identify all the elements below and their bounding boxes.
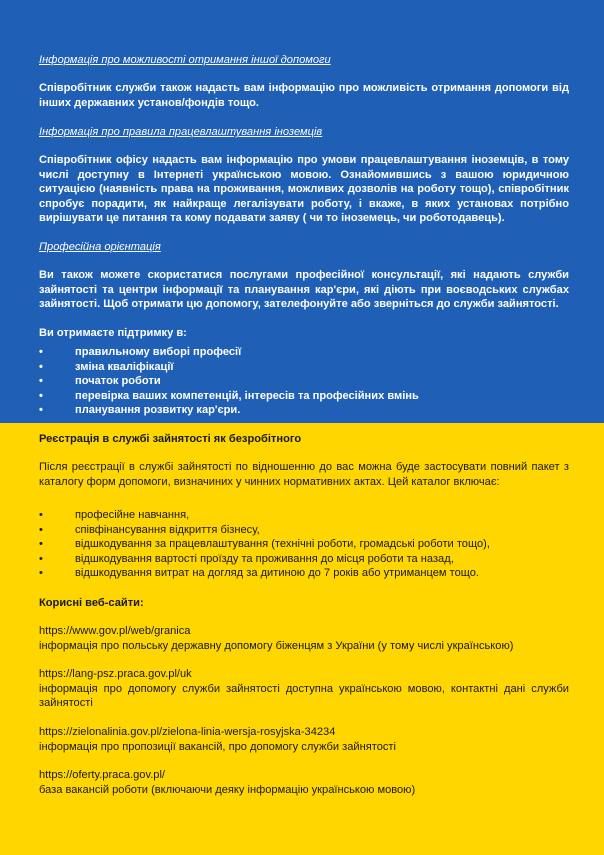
bullet-icon: • (39, 375, 43, 387)
bullet-icon: • (39, 404, 43, 416)
yellow-section (0, 423, 604, 855)
list-item: • планування розвитку кар'єри. (39, 404, 241, 416)
list-item: • зміна кваліфікації (39, 360, 174, 373)
bullet-icon: • (39, 360, 43, 373)
website-entry (39, 667, 569, 711)
registration-heading: Реєстрація в службі зайнятості як безробітного (39, 433, 302, 445)
support-list (39, 345, 569, 418)
employment-rules-text: Співробітник офісу надасть вам інформацію про умови працевлаштування іноземців, в тому числі доступну в Інтернеті українською мовою. Ознайомившись з вашою юридичною ситуацією (наявність права на проживання, можливих дозволів на роботу тощо), співробітник спробує порадити, як найкраще легалізувати роботу, і вкаже, в яких установах потрібно вирішувати це питання та кому подавати заяву ( чи то іноземець, чи роботодавець). (39, 154, 569, 224)
list-item: • відшкодування вартості проїзду та проживання до місця роботи та назад, (39, 552, 454, 565)
website-link[interactable]: https://oferty.praca.gov.pl/ (39, 769, 165, 781)
orientation-text: Ви також можете скористатися послугами професійної консультації, які надають служби зайнятості та центри інформації та планування кар'єри, які діють при воєводських службах зайнятості. Щоб отримати цю допомогу, зателефонуйте або зверніться до служби зайнятості. (39, 269, 569, 310)
bullet-icon: • (39, 538, 43, 550)
list-item: • співфінансування відкриття бізнесу, (39, 523, 260, 536)
bullet-icon: • (39, 389, 43, 402)
catalog-list (39, 508, 569, 581)
website-entry (39, 624, 569, 653)
blue-section (0, 0, 604, 423)
bullet-icon: • (39, 509, 43, 521)
list-item: • відшкодування за працевлаштування (технічні роботи, громадські роботи тощо), (39, 538, 490, 550)
list-item: • професійне навчання, (39, 509, 190, 521)
other-help-text: Співробітник служби також надасть вам інформацію про можливість отримання допомоги від інших державних установ/фондів тощо. (39, 82, 569, 109)
employment-rules-heading: Інформація про правила працевлаштування іноземців (39, 126, 323, 138)
other-help-heading: Інформація про можливості отримання іншої допомоги (39, 54, 331, 66)
website-link[interactable]: https://lang-psz.praca.gov.pl/uk (39, 668, 192, 680)
bullet-icon: • (39, 552, 43, 565)
bullet-icon: • (39, 523, 43, 536)
support-intro: Ви отримаєте підтримку в: (39, 327, 187, 339)
list-item: • відшкодування витрат на догляд за дитиною до 7 років або утриманцем тощо. (39, 567, 480, 579)
bullet-icon: • (39, 567, 43, 579)
bullet-icon: • (39, 346, 43, 358)
list-item: • перевірка ваших компетенцій, інтересів та професійних вмінь (39, 389, 419, 402)
website-description: інформація про польську державну допомогу біженцям з України (у тому числі українською) (39, 639, 514, 652)
website-description: інформація про допомогу служби зайнятості доступна українською мовою, контактні дані служби зайнятості (39, 682, 569, 709)
orientation-heading: Професійна орієнтація (39, 241, 161, 253)
website-entry (39, 725, 569, 754)
website-description: інформація про пропозиції вакансій, про допомогу служби зайнятості (39, 740, 396, 753)
website-link[interactable]: https://zielonalinia.gov.pl/zielona-linia-wersja-rosyjska-34234 (39, 726, 336, 738)
website-link[interactable]: https://www.gov.pl/web/granica (39, 625, 191, 637)
list-item: • початок роботи (39, 375, 161, 387)
website-description: база вакансій роботи (включаючи деяку інформацію українською мовою) (39, 783, 416, 796)
registration-text: Після реєстрації в службі зайнятості по відношенню до вас можна буде застосувати повний пакет з каталогу форм допомоги, визначиних у чинних нормативних актах. Цей каталог включає: (39, 461, 569, 488)
website-entry (39, 768, 569, 797)
list-item: • правильному виборі професії (39, 346, 242, 358)
websites-heading: Корисні веб-сайти: (39, 597, 144, 609)
